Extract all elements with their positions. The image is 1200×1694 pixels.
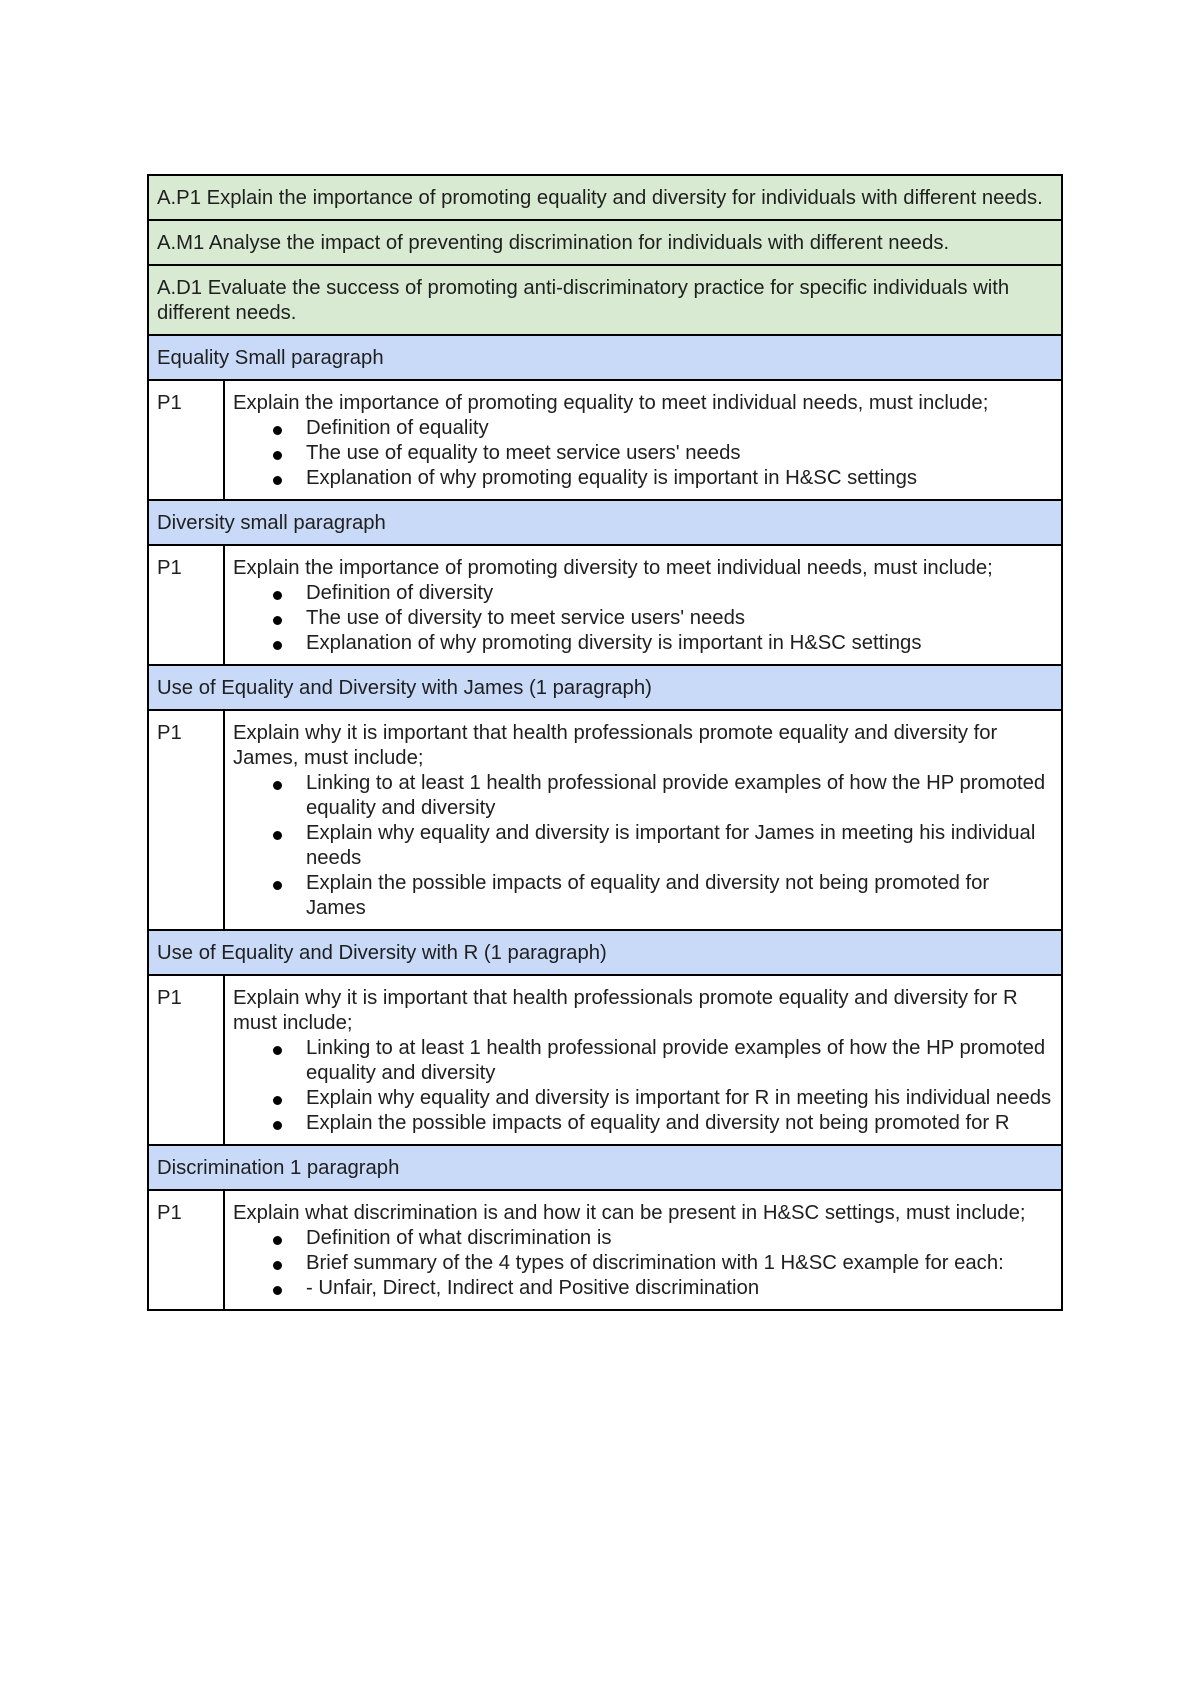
section-content (224, 710, 1062, 930)
section-intro: Explain the importance of promoting equality to meet individual needs, must include; (233, 392, 989, 414)
list-item: The use of diversity to meet service users' needs (306, 606, 1053, 631)
section-heading: Use of Equality and Diversity with James (1 paragraph) (148, 665, 1062, 710)
list-item: Linking to at least 1 health professional provide examples of how the HP promoted equality and diversity (306, 771, 1053, 821)
section-heading: Use of Equality and Diversity with R (1 paragraph) (148, 930, 1062, 975)
criteria-distinction: A.D1 Evaluate the success of promoting anti-discriminatory practice for specific individuals with different needs. (148, 265, 1062, 335)
list-item: Definition of equality (306, 416, 1053, 441)
section-heading: Equality Small paragraph (148, 335, 1062, 380)
list-item: Brief summary of the 4 types of discrimination with 1 H&SC example for each: (306, 1251, 1053, 1276)
assignment-criteria-table (147, 174, 1063, 1311)
section-heading-row (148, 930, 1062, 975)
list-item: - Unfair, Direct, Indirect and Positive discrimination (306, 1276, 1053, 1301)
section-content-row (148, 380, 1062, 500)
bullet-list (233, 1226, 1053, 1301)
bullet-list (233, 1036, 1053, 1136)
grade-label: P1 (148, 380, 224, 500)
list-item: Explanation of why promoting diversity is important in H&SC settings (306, 631, 1053, 656)
section-heading-row (148, 500, 1062, 545)
list-item: Explain why equality and diversity is important for James in meeting his individual needs (306, 821, 1053, 871)
section-content (224, 1190, 1062, 1310)
section-intro: Explain what discrimination is and how it can be present in H&SC settings, must include; (233, 1202, 1026, 1224)
section-content (224, 380, 1062, 500)
list-item: Definition of what discrimination is (306, 1226, 1053, 1251)
list-item: Explain the possible impacts of equality and diversity not being promoted for R (306, 1111, 1053, 1136)
section-content-row (148, 975, 1062, 1145)
grade-label: P1 (148, 545, 224, 665)
section-intro: Explain the importance of promoting diversity to meet individual needs, must include; (233, 557, 993, 579)
list-item: Explain why equality and diversity is important for R in meeting his individual needs (306, 1087, 1052, 1109)
criteria-row (148, 265, 1062, 335)
grade-label: P1 (148, 710, 224, 930)
bullet-list (233, 581, 1053, 656)
criteria-merit: A.M1 Analyse the impact of preventing discrimination for individuals with different needs. (148, 220, 1062, 265)
list-item: Linking to at least 1 health professional provide examples of how the HP promoted equality and diversity (306, 1036, 1053, 1086)
section-heading-row (148, 335, 1062, 380)
section-intro: Explain why it is important that health professionals promote equality and diversity for R must include; (233, 987, 1018, 1034)
section-content (224, 545, 1062, 665)
bullet-list (233, 416, 1053, 491)
section-heading-row (148, 665, 1062, 710)
bullet-list (233, 771, 1053, 921)
list-item: Definition of diversity (306, 581, 1053, 606)
criteria-pass: A.P1 Explain the importance of promoting equality and diversity for individuals with different needs. (148, 175, 1062, 220)
section-heading: Diversity small paragraph (148, 500, 1062, 545)
list-item: Explanation of why promoting equality is important in H&SC settings (306, 466, 1053, 491)
section-content (224, 975, 1062, 1145)
criteria-row (148, 175, 1062, 220)
list-item: The use of equality to meet service users' needs (306, 441, 1053, 466)
section-content-row (148, 545, 1062, 665)
section-intro: Explain why it is important that health professionals promote equality and diversity for James, must include; (233, 722, 998, 769)
section-heading-row (148, 1145, 1062, 1190)
list-item: Explain the possible impacts of equality and diversity not being promoted for James (306, 871, 1053, 921)
section-content-row (148, 1190, 1062, 1310)
grade-label: P1 (148, 975, 224, 1145)
criteria-row (148, 220, 1062, 265)
section-heading: Discrimination 1 paragraph (148, 1145, 1062, 1190)
section-content-row (148, 710, 1062, 930)
grade-label: P1 (148, 1190, 224, 1310)
